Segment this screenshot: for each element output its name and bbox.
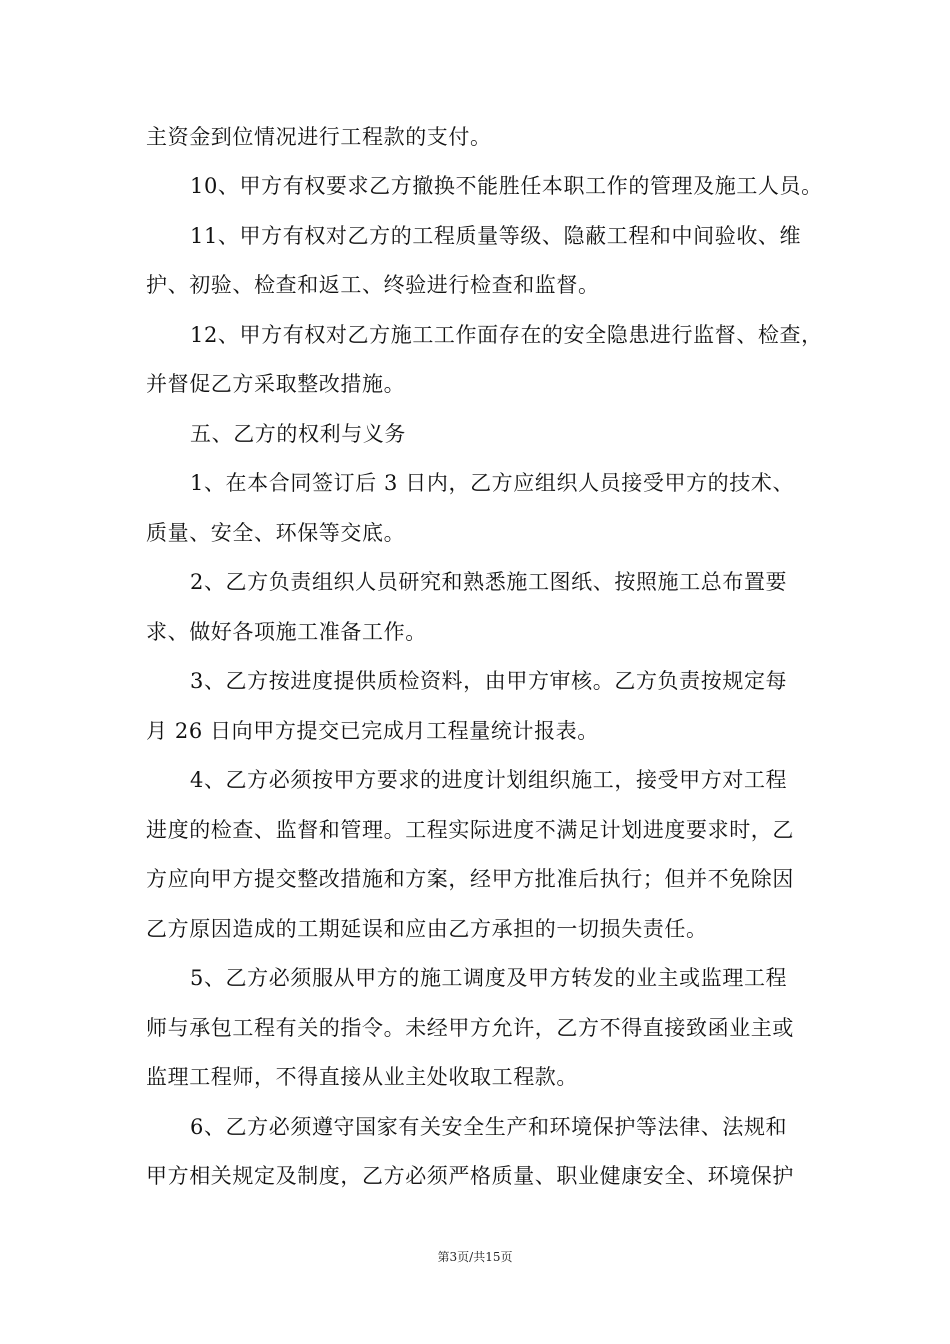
text-line: 10、甲方有权要求乙方撤换不能胜任本职工作的管理及施工人员。 <box>190 174 823 198</box>
text-line: 1、在本合同签订后 3 日内，乙方应组织人员接受甲方的技术、 <box>190 471 795 495</box>
text-line: 3、乙方按进度提供质检资料，由甲方审核。乙方负责按规定每 <box>190 669 788 693</box>
text-line: 甲方相关规定及制度，乙方必须严格质量、职业健康安全、环境保护 <box>146 1164 794 1188</box>
text-line: 并督促乙方采取整改措施。 <box>146 372 406 396</box>
text-line: 监理工程师，不得直接从业主处收取工程款。 <box>146 1065 578 1089</box>
text-line: 方应向甲方提交整改措施和方案，经甲方批准后执行；但并不免除因 <box>146 867 794 891</box>
text-line: 4、乙方必须按甲方要求的进度计划组织施工，接受甲方对工程 <box>190 768 788 792</box>
section-heading: 五、乙方的权利与义务 <box>190 422 406 446</box>
text-line: 11、甲方有权对乙方的工程质量等级、隐蔽工程和中间验收、维 <box>190 224 802 248</box>
text-line: 求、做好各项施工准备工作。 <box>146 620 427 644</box>
text-line: 乙方原因造成的工期延误和应由乙方承担的一切损失责任。 <box>146 917 708 941</box>
text-line: 护、初验、检查和返工、终验进行检查和监督。 <box>146 273 600 297</box>
text-line: 质量、安全、环保等交底。 <box>146 521 406 545</box>
page-footer: 第3页/共15页 <box>437 1250 513 1264</box>
text-line: 5、乙方必须服从甲方的施工调度及甲方转发的业主或监理工程 <box>190 966 788 990</box>
text-line: 进度的检查、监督和管理。工程实际进度不满足计划进度要求时，乙 <box>146 818 794 842</box>
text-line: 月 26 日向甲方提交已完成月工程量统计报表。 <box>146 719 599 743</box>
text-line: 2、乙方负责组织人员研究和熟悉施工图纸、按照施工总布置要 <box>190 570 788 594</box>
text-line: 12、甲方有权对乙方施工工作面存在的安全隐患进行监督、检查， <box>190 323 823 347</box>
text-line: 主资金到位情况进行工程款的支付。 <box>146 125 492 149</box>
text-line: 师与承包工程有关的指令。未经甲方允许，乙方不得直接致函业主或 <box>146 1016 794 1040</box>
text-line: 6、乙方必须遵守国家有关安全生产和环境保护等法律、法规和 <box>190 1115 788 1139</box>
